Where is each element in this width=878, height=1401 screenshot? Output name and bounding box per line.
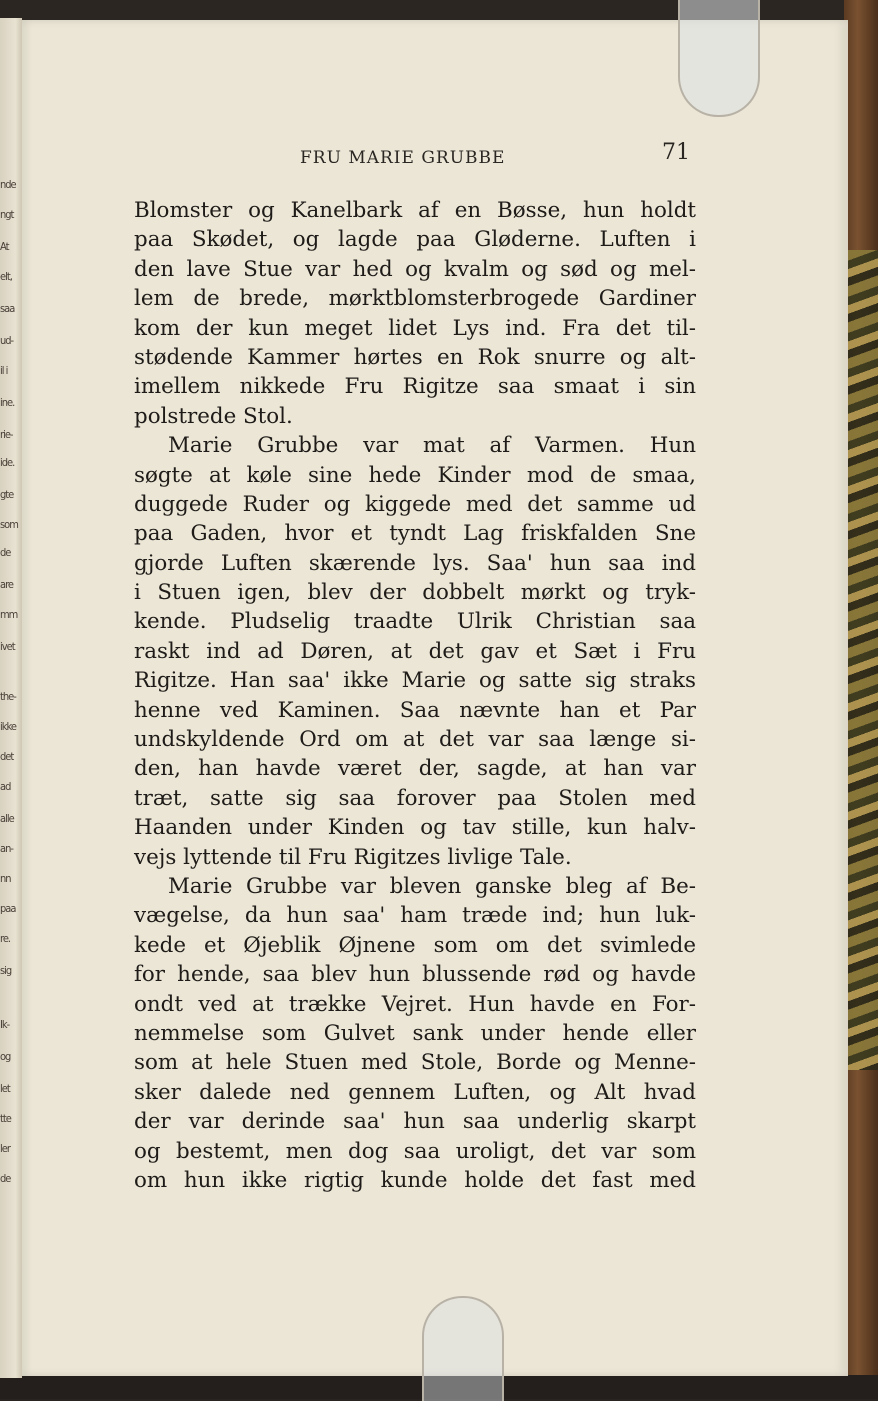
page-number: 71: [662, 140, 690, 165]
previous-page-fragment: de: [0, 546, 11, 559]
text-line: lem de brede, mørktblomsterbrogede Gardiner: [134, 286, 696, 312]
text-line: kom der kun meget lidet Lys ind. Fra det til-: [134, 315, 696, 341]
previous-page-fragment: ngt: [0, 208, 14, 221]
text-line: i Stuen igen, blev der dobbelt mørkt og tryk-: [134, 580, 696, 606]
book-cover-edge: [844, 0, 878, 1399]
previous-page-fragment: Ik-: [0, 1018, 10, 1031]
text-line: paa Skødet, og lagde paa Gløderne. Luften i: [134, 227, 696, 253]
previous-page-fragment: re.: [0, 932, 11, 945]
previous-page-fragment: the-: [0, 690, 16, 703]
marbled-endpaper: [848, 250, 878, 1070]
page-clip-bottom: [422, 1296, 504, 1401]
previous-page-fragment: ide.: [0, 456, 15, 469]
previous-page-fragment: som: [0, 518, 18, 531]
previous-page-fragment: are: [0, 578, 13, 591]
running-head: FRU MARIE GRUBBE: [300, 148, 506, 168]
text-line: vejs lyttende til Fru Rigitzes livlige Tale.: [134, 844, 572, 870]
previous-page-fragment: nde: [0, 178, 16, 191]
text-line: henne ved Kaminen. Saa nævnte han et Par: [134, 697, 696, 723]
text-line: stødende Kammer hørtes en Rok snurre og alt-: [134, 344, 696, 370]
previous-page-fragment: rie-: [0, 428, 13, 441]
text-line: søgte at køle sine hede Kinder mod de smaa,: [134, 462, 696, 488]
previous-page-fragment: ler: [0, 1142, 10, 1155]
book-page: [22, 20, 848, 1376]
previous-page-fragment: det: [0, 750, 14, 763]
previous-page-fragment: let: [0, 1082, 10, 1095]
text-line: om hun ikke rigtig kunde holde det fast med: [134, 1167, 696, 1193]
text-line: og bestemt, men dog saa uroligt, det var som: [134, 1138, 696, 1164]
text-line: træt, satte sig saa forover paa Stolen med: [134, 785, 696, 811]
previous-page-fragment: an-: [0, 842, 13, 855]
text-line: for hende, saa blev hun blussende rød og havde: [134, 962, 696, 988]
text-line: Rigitze. Han saa' ikke Marie og satte sig straks: [134, 668, 696, 694]
previous-page-fragment: nn: [0, 872, 11, 885]
text-line: polstrede Stol.: [134, 403, 293, 429]
previous-page-fragment: ine.: [0, 396, 15, 409]
previous-page-fragment: saa: [0, 302, 15, 315]
body-text: [134, 196, 696, 1195]
previous-page-fragment: paa: [0, 902, 16, 915]
text-line: undskyldende Ord om at det var saa længe si-: [134, 727, 696, 753]
text-line: den lave Stue var hed og kvalm og sød og mel-: [134, 256, 696, 282]
text-line: Blomster og Kanelbark af en Bøsse, hun holdt: [134, 198, 696, 223]
previous-page-fragment: tte: [0, 1112, 11, 1125]
previous-page-fragment: de: [0, 1172, 11, 1185]
text-line: kende. Pludselig traadte Ulrik Christian saa: [134, 609, 696, 635]
text-line: nemmelse som Gulvet sank under hende eller: [134, 1020, 696, 1046]
previous-page-fragment: mm: [0, 608, 18, 621]
text-line: imellem nikkede Fru Rigitze saa smaat i sin: [134, 374, 696, 400]
text-line: Marie Grubbe var bleven ganske bleg af Be-: [168, 873, 696, 899]
text-line: kede et Øjeblik Øjnene som om det svimlede: [134, 932, 696, 958]
previous-page-fragment: alle: [0, 812, 14, 825]
previous-page-fragment: ud-: [0, 334, 14, 347]
text-line: duggede Ruder og kiggede med det samme ud: [134, 491, 696, 517]
previous-page-sliver: [0, 18, 22, 1378]
text-line: raskt ind ad Døren, at det gav et Sæt i Fru: [134, 638, 696, 664]
previous-page-fragment: ikke: [0, 720, 16, 733]
text-line: den, han havde været der, sagde, at han var: [134, 756, 696, 782]
text-line: Haanden under Kinden og tav stille, kun halv-: [134, 815, 696, 841]
text-line: sker dalede ned gennem Luften, og Alt hvad: [134, 1079, 696, 1105]
text-line: ondt ved at trække Vejret. Hun havde en For-: [134, 991, 696, 1017]
previous-page-fragment: og: [0, 1050, 11, 1063]
previous-page-fragment: At: [0, 240, 9, 253]
text-line: vægelse, da hun saa' ham træde ind; hun luk-: [134, 903, 696, 929]
previous-page-fragment: ivet: [0, 640, 15, 653]
text-line: som at hele Stuen med Stole, Borde og Menne-: [134, 1050, 696, 1076]
page-clip-top: [678, 0, 760, 117]
previous-page-fragment: ad: [0, 780, 11, 793]
text-line: gjorde Luften skærende lys. Saa' hun saa ind: [134, 550, 696, 576]
previous-page-fragment: il i: [0, 364, 8, 377]
text-line: paa Gaden, hvor et tyndt Lag friskfalden Sne: [134, 521, 696, 547]
text-line: der var derinde saa' hun saa underlig skarpt: [134, 1109, 696, 1135]
text-line: Marie Grubbe var mat af Varmen. Hun: [168, 433, 696, 459]
previous-page-fragment: sig: [0, 964, 12, 977]
previous-page-fragment: gte: [0, 488, 14, 501]
previous-page-fragment: elt,: [0, 270, 12, 283]
